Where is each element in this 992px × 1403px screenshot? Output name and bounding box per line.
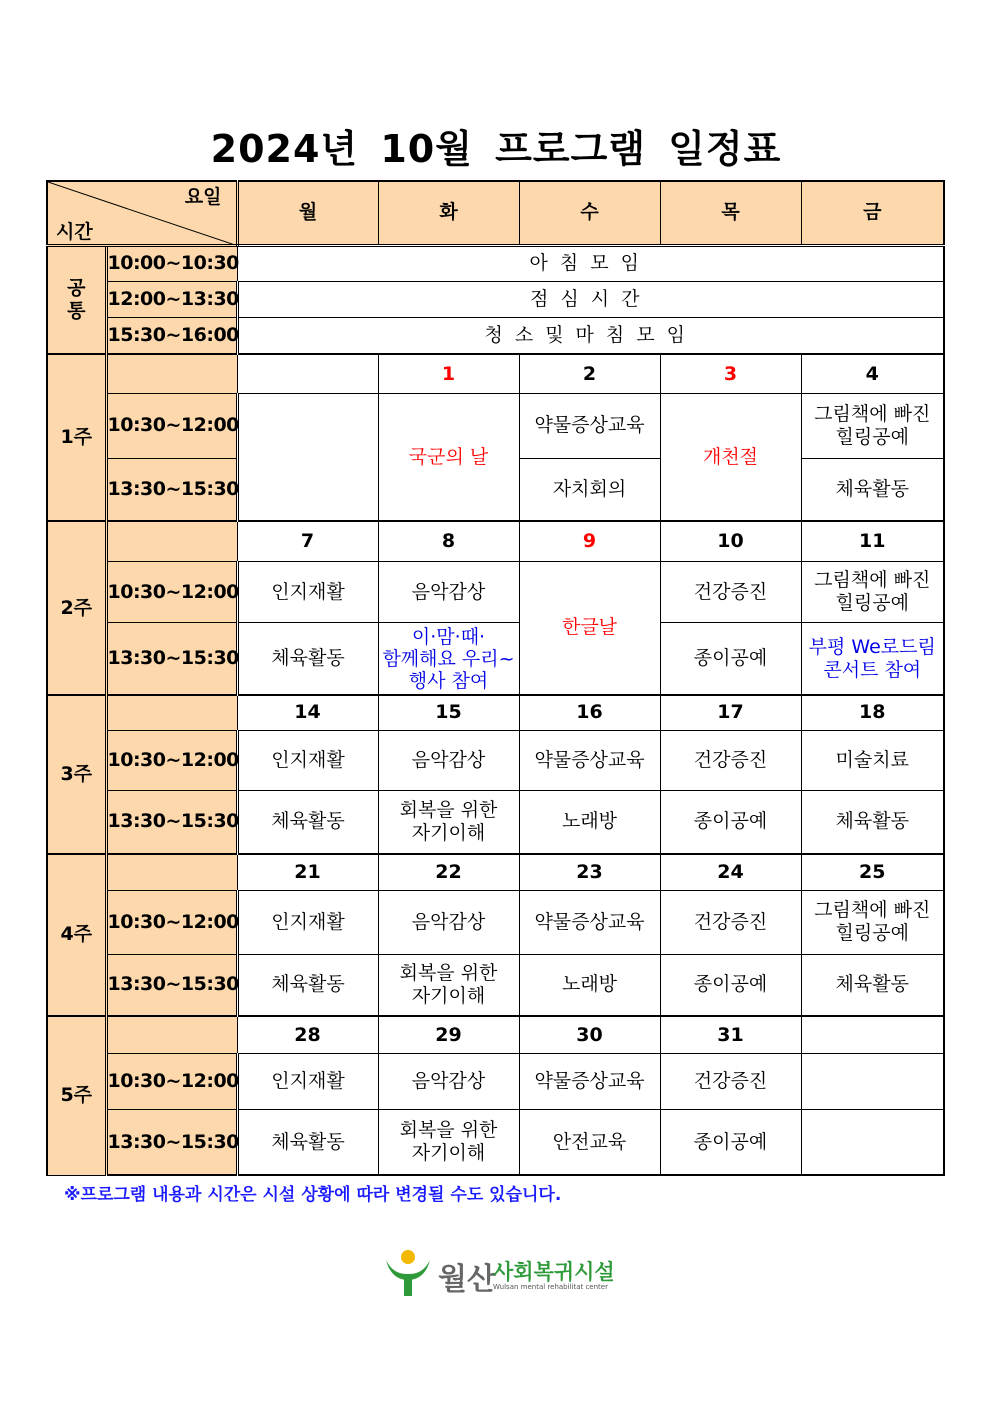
activity-cell: 자치회의 [519,458,660,521]
week-4-pm-row [47,954,944,1016]
logo-name-sub: 사회복귀시설 [493,1260,615,1284]
activity-cell-empty [237,394,378,522]
activity-cell: 종이공예 [660,954,801,1016]
common-row [47,318,944,354]
date-row-blank [106,695,237,730]
activity-cell: 노래방 [519,954,660,1016]
date-cell: 29 [378,1016,519,1053]
activity-cell: 종이공예 [660,790,801,853]
week-5-pm-row [47,1110,944,1175]
date-cell: 23 [519,854,660,891]
week-label: 4주 [47,854,106,1017]
pm-time: 13:30~15:30 [106,623,237,695]
common-time-1: 10:00~10:30 [106,245,237,281]
organization-logo [380,1250,620,1296]
day-header-fri: 금 [801,181,944,245]
event-cell: 부평 We로드림 콘서트 참여 [801,623,944,695]
common-row [47,281,944,317]
date-row-blank [106,1016,237,1053]
day-header-tue: 화 [378,181,519,245]
holiday-cell: 개천절 [660,394,801,522]
logo-english: Wulsan mental rehabilitat center [493,1283,608,1291]
week-2-date-row [47,521,944,561]
am-time: 10:30~12:00 [106,1053,237,1109]
activity-cell: 약물증상교육 [519,1053,660,1109]
activity-cell: 약물증상교육 [519,730,660,790]
date-cell [237,354,378,394]
activity-cell: 종이공예 [660,623,801,695]
activity-cell: 음악감상 [378,561,519,622]
am-time: 10:30~12:00 [106,561,237,622]
date-cell: 15 [378,695,519,730]
activity-cell-empty [801,1053,944,1109]
week-5-am-row [47,1053,944,1109]
header-corner [47,181,237,245]
date-row-blank [106,854,237,891]
date-cell: 22 [378,854,519,891]
activity-cell: 음악감상 [378,1053,519,1109]
week-label: 3주 [47,695,106,854]
activity-cell: 음악감상 [378,730,519,790]
date-cell: 24 [660,854,801,891]
date-cell: 7 [237,521,378,561]
activity-cell: 미술치료 [801,730,944,790]
activity-cell: 체육활동 [801,790,944,853]
date-cell [801,1016,944,1053]
common-activity-3: 청소및마침모임 [237,318,944,354]
week-label: 2주 [47,521,106,695]
activity-cell: 안전교육 [519,1110,660,1175]
activity-cell: 인지재활 [237,1053,378,1109]
date-cell: 10 [660,521,801,561]
activity-cell: 인지재활 [237,891,378,954]
activity-cell: 회복을 위한 자기이해 [378,954,519,1016]
pm-time: 13:30~15:30 [106,790,237,853]
activity-cell: 체육활동 [237,790,378,853]
date-cell: 21 [237,854,378,891]
activity-cell: 건강증진 [660,891,801,954]
am-time: 10:30~12:00 [106,394,237,458]
date-cell: 30 [519,1016,660,1053]
week-label: 1주 [47,354,106,522]
week-3-am-row [47,730,944,790]
week-3-date-row [47,695,944,730]
week-2-pm-row [47,623,944,695]
common-activity-1: 아침모임 [237,245,944,281]
date-cell: 3 [660,354,801,394]
week-2-am-row [47,561,944,622]
pm-time: 13:30~15:30 [106,458,237,521]
date-row-blank [106,521,237,561]
am-time: 10:30~12:00 [106,891,237,954]
activity-cell: 체육활동 [237,1110,378,1175]
week-label: 5주 [47,1016,106,1175]
date-cell: 1 [378,354,519,394]
activity-cell: 약물증상교육 [519,891,660,954]
common-time-3: 15:30~16:00 [106,318,237,354]
activity-cell: 그림책에 빠진 힐링공예 [801,891,944,954]
activity-cell-empty [801,1110,944,1175]
schedule-table [46,180,945,1176]
header-yoil: 요일 [184,186,222,208]
am-time: 10:30~12:00 [106,730,237,790]
common-label: 공 통 [47,245,106,353]
event-cell: 이·맘·때· 함께해요 우리~ 행사 참여 [378,623,519,695]
week-3-pm-row [47,790,944,853]
holiday-cell: 국군의 날 [378,394,519,522]
activity-cell: 음악감상 [378,891,519,954]
date-cell: 16 [519,695,660,730]
activity-cell: 체육활동 [801,458,944,521]
schedule-note: ※프로그램 내용과 시간은 시설 상황에 따라 변경될 수도 있습니다. [64,1185,562,1205]
date-cell: 14 [237,695,378,730]
activity-cell: 약물증상교육 [519,394,660,458]
logo-person-icon [380,1250,436,1296]
common-time-2: 12:00~13:30 [106,281,237,317]
activity-cell: 체육활동 [237,623,378,695]
day-header-thu: 목 [660,181,801,245]
date-cell: 28 [237,1016,378,1053]
date-cell: 11 [801,521,944,561]
date-cell: 9 [519,521,660,561]
activity-cell: 건강증진 [660,1053,801,1109]
common-activity-2: 점심시간 [237,281,944,317]
activity-cell: 그림책에 빠진 힐링공예 [801,394,944,458]
date-cell: 31 [660,1016,801,1053]
date-row-blank [106,354,237,394]
date-cell: 8 [378,521,519,561]
activity-cell: 체육활동 [237,954,378,1016]
week-4-date-row [47,854,944,891]
day-header-wed: 수 [519,181,660,245]
date-cell: 17 [660,695,801,730]
week-4-am-row [47,891,944,954]
date-cell: 2 [519,354,660,394]
activity-cell: 건강증진 [660,730,801,790]
logo-name-main: 월산 [438,1262,496,1297]
date-cell: 18 [801,695,944,730]
activity-cell: 체육활동 [801,954,944,1016]
activity-cell: 인지재활 [237,561,378,622]
pm-time: 13:30~15:30 [106,954,237,1016]
date-cell: 25 [801,854,944,891]
activity-cell: 종이공예 [660,1110,801,1175]
common-row [47,245,944,281]
week-5-date-row [47,1016,944,1053]
activity-cell: 노래방 [519,790,660,853]
page-title: 2024년 10월 프로그램 일정표 [210,127,782,171]
activity-cell: 회복을 위한 자기이해 [378,790,519,853]
week-1-date-row [47,354,944,394]
header-row [47,181,944,245]
header-sigan: 시간 [56,220,93,243]
pm-time: 13:30~15:30 [106,1110,237,1175]
activity-cell: 회복을 위한 자기이해 [378,1110,519,1175]
activity-cell: 인지재활 [237,730,378,790]
week-1-am-row [47,394,944,458]
activity-cell: 건강증진 [660,561,801,622]
activity-cell: 그림책에 빠진 힐링공예 [801,561,944,622]
date-cell: 4 [801,354,944,394]
holiday-cell: 한글날 [519,561,660,695]
day-header-mon: 월 [237,181,378,245]
